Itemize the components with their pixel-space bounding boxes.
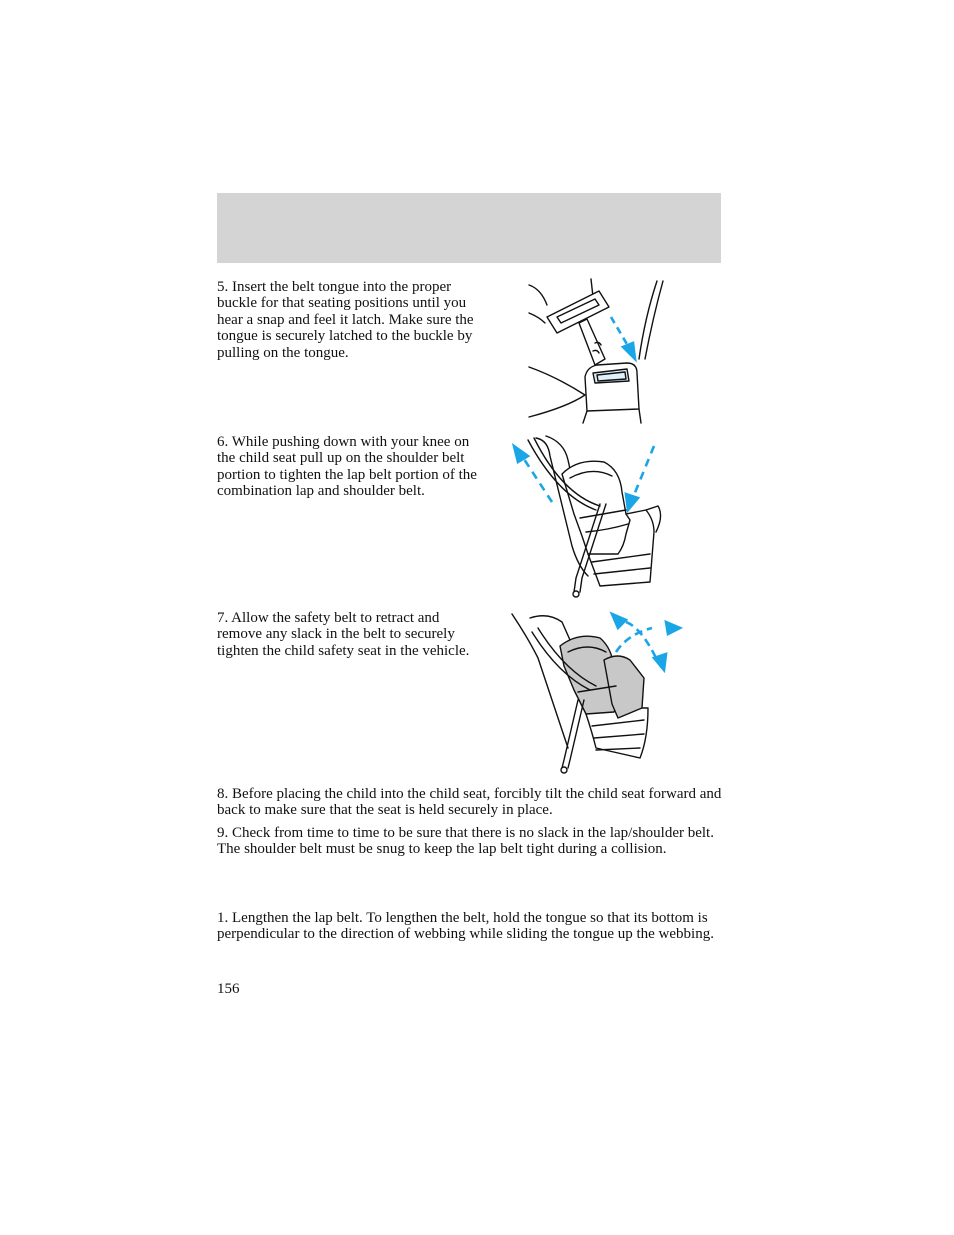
child-seat-tighten-illustration [508,436,668,602]
step-5-text: 5. Insert the belt tongue into the proper buckle for that seating positions until you hear a snap and feel it latch. Make sure the tongue is securely latched to the buckle by pulling on the tongue. [217,279,474,361]
child-seat-retract-illustration [508,608,688,778]
page-number: 156 [217,981,240,997]
lengthen-step-1-text: 1. Lengthen the lap belt. To lengthen the belt, hold the tongue so that its bottom is perpendicular to the direction of webbing while sliding the tongue up the webbing. [217,910,714,943]
header-band [217,193,721,263]
buckle-illustration [527,277,667,423]
step-7-text: 7. Allow the safety belt to retract and remove any slack in the belt to securely tighten the child safety seat in the vehicle. [217,610,470,659]
step-9-text: 9. Check from time to time to be sure that there is no slack in the lap/shoulder belt. The shoulder belt must be snug to keep the lap belt tight during a collision. [217,825,714,858]
step-8-text: 8. Before placing the child into the child seat, forcibly tilt the child seat forward and back to make sure that the seat is held securely in place. [217,786,722,819]
step-6-text: 6. While pushing down with your knee on the child seat pull up on the shoulder belt portion to tighten the lap belt portion of the combination lap and shoulder belt. [217,434,477,500]
